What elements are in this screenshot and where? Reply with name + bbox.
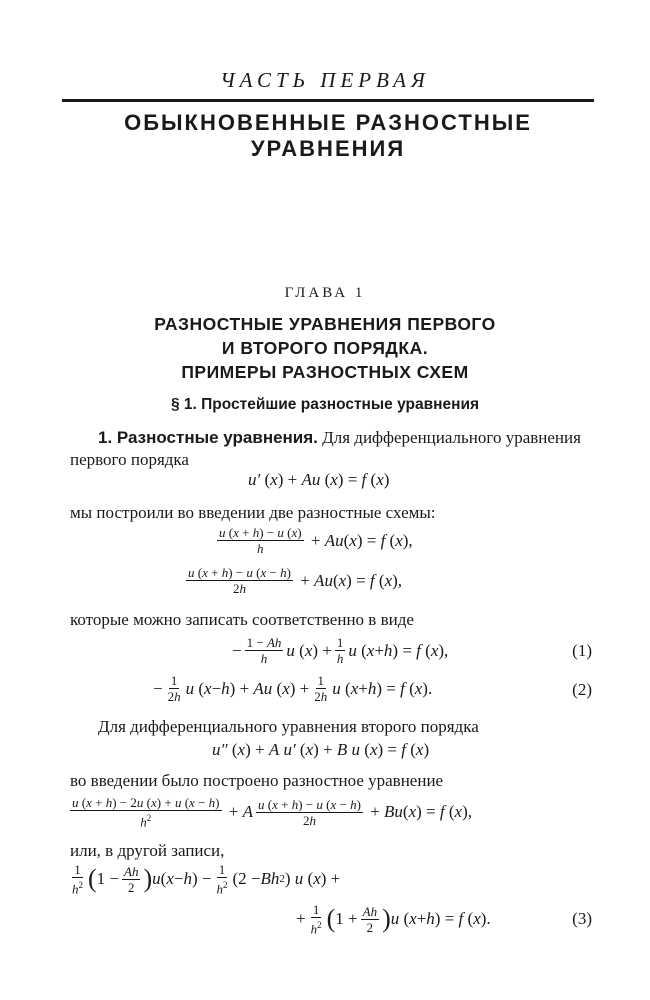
paragraph-intro-text: Для дифференциального уравнения первого порядка [70,428,581,469]
paragraph-schemes: мы построили во введении две разностные схемы: [70,503,436,522]
paragraph-difference-eq: во введении было построено разностное уравнение [70,771,444,790]
equation-1: − $\frac{1 - Ah}{h}$ u ( x ) + $\frac{1}{h}$ u ( x + h ) = f ( x ), [232,635,449,666]
equation-ode1: u′ ( x ) + A u ( x ) = f ( x ) [248,470,390,489]
paragraph-rewrite: которые можно записать соответственно в виде [70,610,414,629]
equation-second-order-scheme: $\frac{u (x + h) - 2u (x) + u (x - h)}{h^2}$ + A $\frac{u (x + h) - u (x - h)}{2h}$ + B u ( x ) = f ( x ), [72,795,473,830]
subsection-title: 1. Разностные уравнения. [98,428,318,447]
part-heading: ЧАСТЬ ПЕРВАЯ [220,68,430,92]
equation-3-line-1: $\frac{1}{h^2}$ ( 1 − $\frac{Ah}{2}$ ) u ( x − h ) − $\frac{1}{h^2}$ (2 − B h 2 ) u ( x ) + [72,862,341,897]
equation-2: − $\frac{1}{2h}$ u ( x − h ) + A u ( x ) + $\frac{1}{2h}$ u ( x + h ) = f ( x ). [153,673,433,704]
paragraph-second-order: Для дифференциального уравнения второго порядка [98,717,479,736]
equation-number-2: (2) [572,680,592,699]
equation-scheme-1: $\frac{u (x + h) - u (x)}{h}$ + A u ( x ) = f ( x ), [219,525,413,556]
equation-scheme-2: $\frac{u (x + h) - u (x - h)}{2h}$ + A u ( x ) = f ( x ), [188,565,403,596]
chapter-title-line-2: И ВТОРОГО ПОРЯДКА. [221,338,429,358]
chapter-title-line-1: РАЗНОСТНЫЕ УРАВНЕНИЯ ПЕРВОГО [154,314,496,334]
part-title: ОБЫКНОВЕННЫЕ РАЗНОСТНЫЕ УРАВНЕНИЯ [124,110,532,161]
equation-number-1: (1) [572,641,592,660]
chapter-title [0,312,650,384]
chapter-title-line-3: ПРИМЕРЫ РАЗНОСТНЫХ СХЕМ [181,362,469,382]
title-rule [62,99,594,102]
paragraph-other-form: или, в другой записи, [70,841,225,860]
equation-ode2: u″ ( x ) + A u′ ( x ) + B u ( x ) = f ( x ) [212,740,430,759]
section-title: § 1. Простейшие разностные уравнения [170,396,480,413]
equation-3-line-2: + $\frac{1}{h^2}$ ( 1 + $\frac{Ah}{2}$ ) u ( x + h ) = f ( x ). [296,902,491,937]
paragraph-intro [70,427,592,471]
chapter-label: ГЛАВА 1 [284,285,366,301]
equation-number-3: (3) [572,909,592,928]
